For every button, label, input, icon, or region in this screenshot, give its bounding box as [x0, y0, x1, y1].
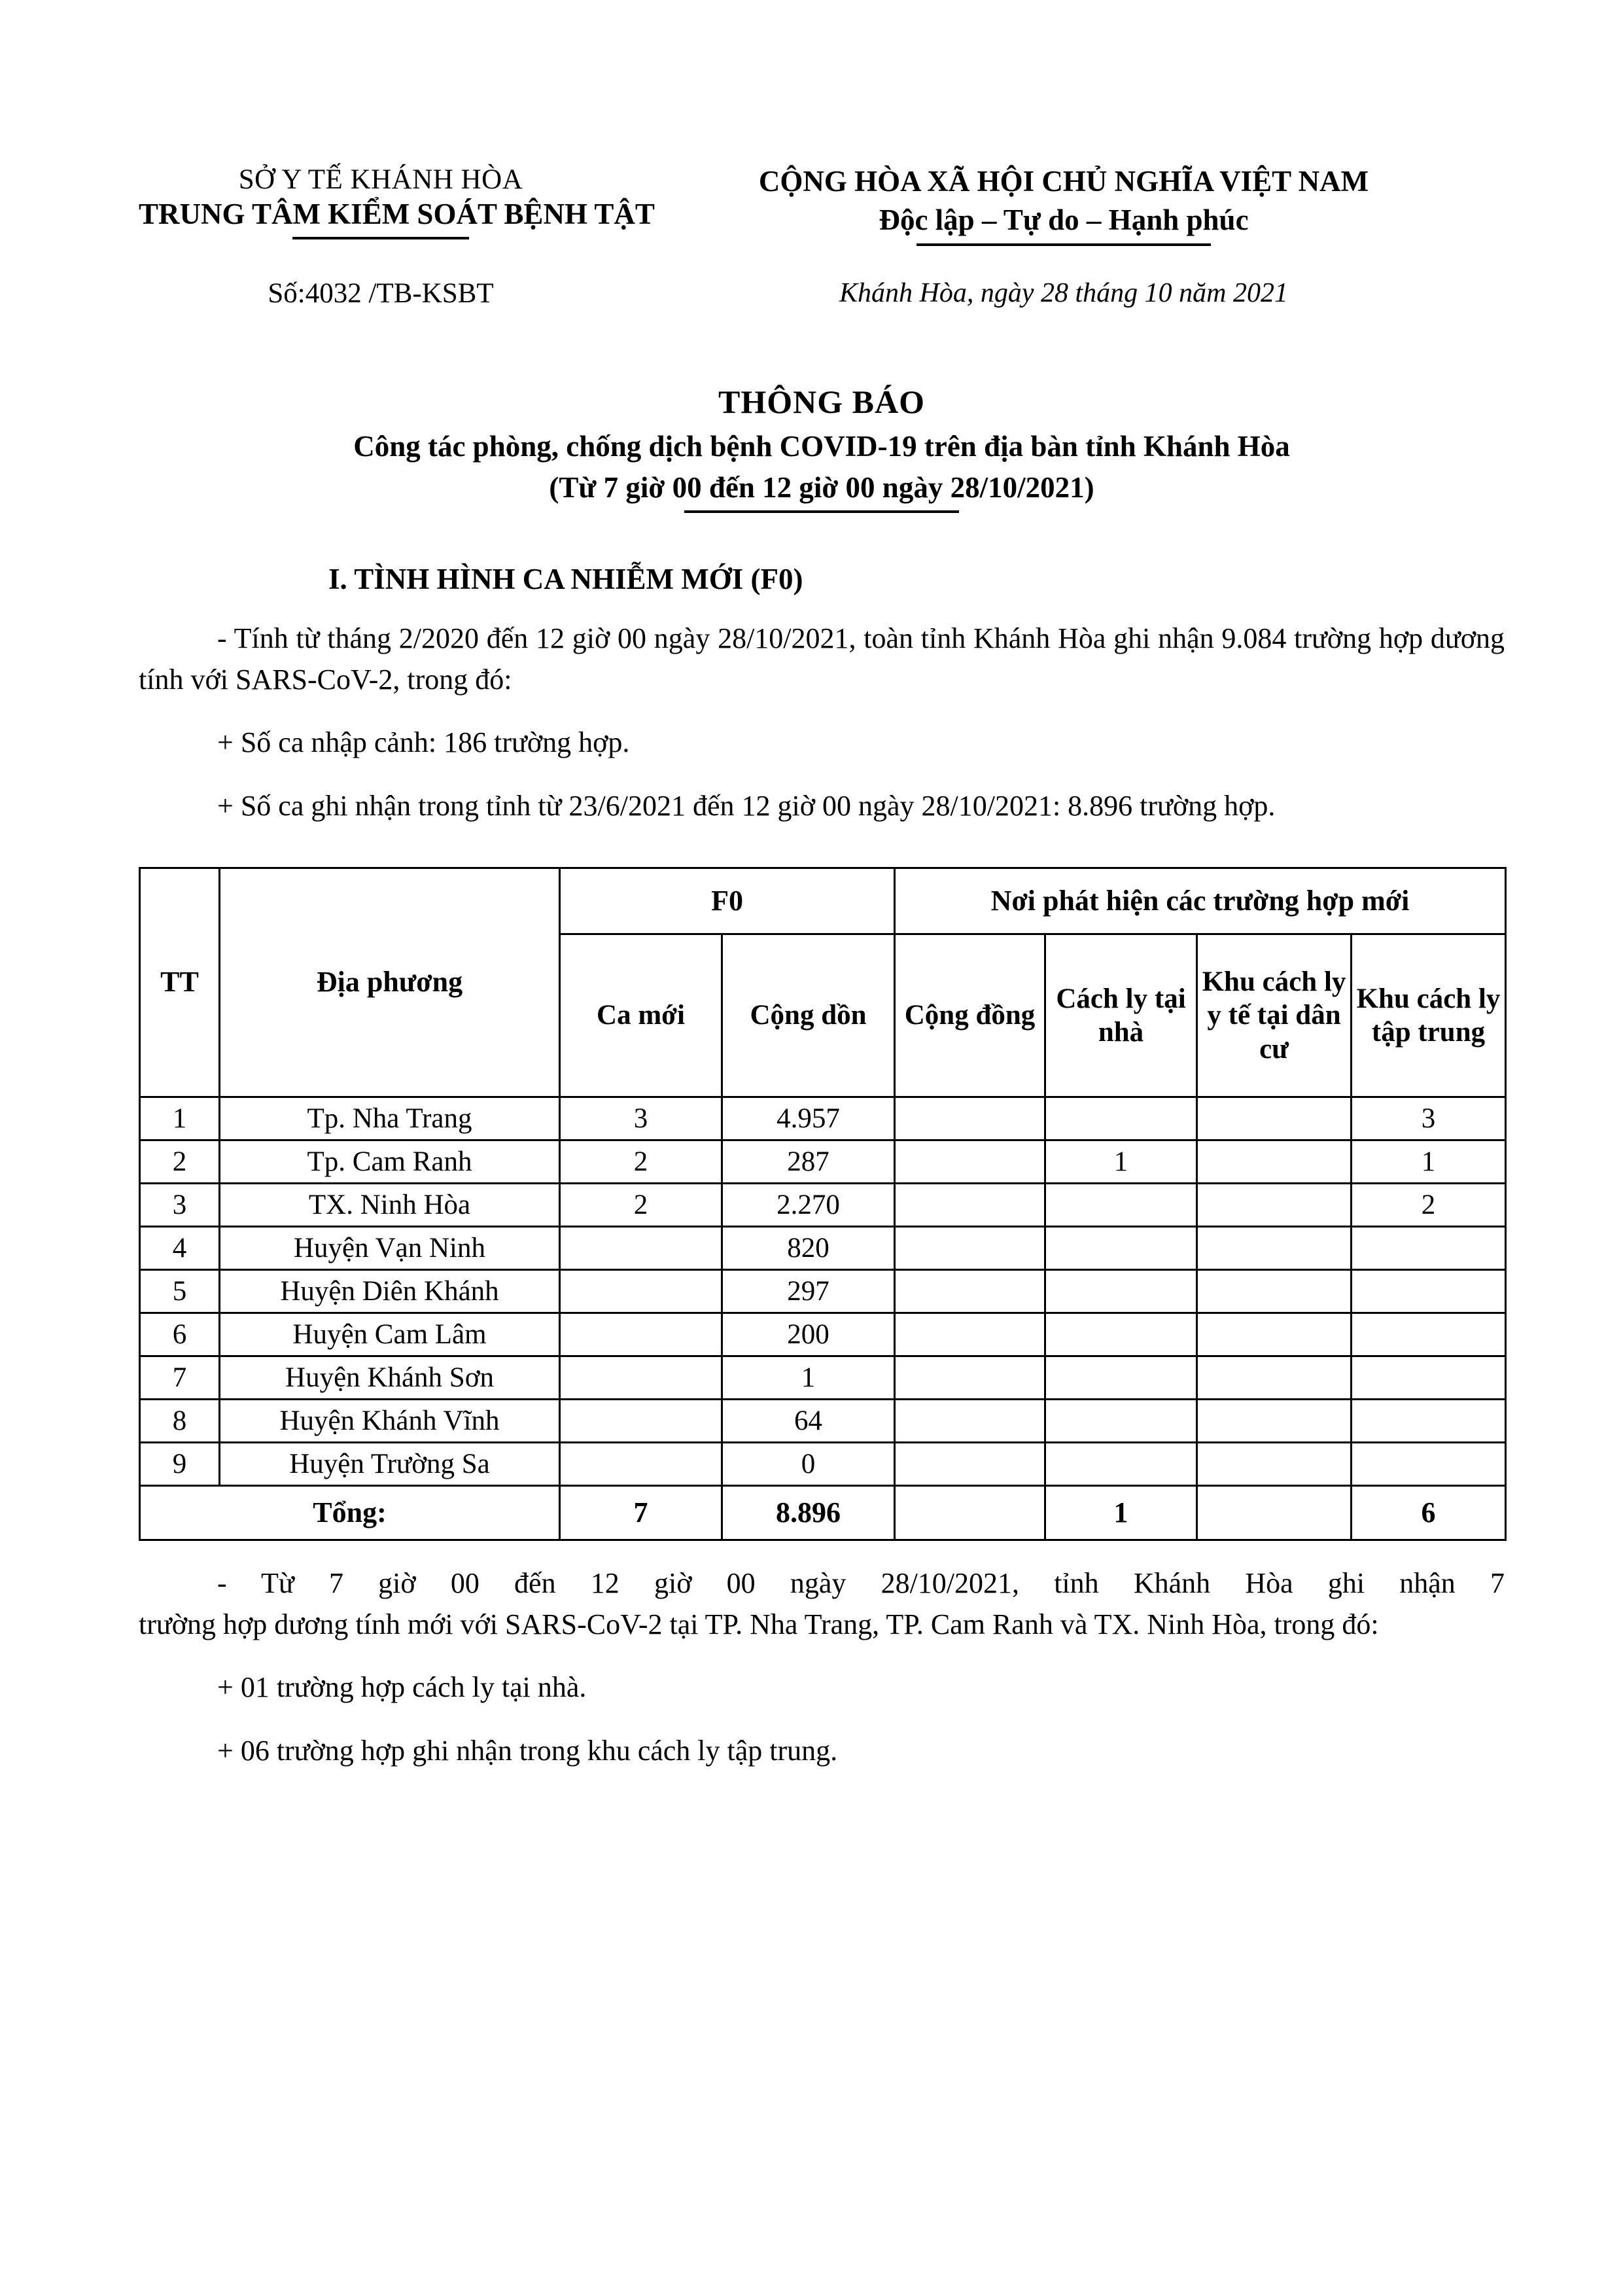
- cell-home-quarantine: [1045, 1356, 1197, 1400]
- cell-centralized-quarantine: [1352, 1227, 1506, 1270]
- cell-centralized-quarantine: [1352, 1443, 1506, 1486]
- paragraph-line: + Số ca ghi nhận trong tỉnh từ 23/6/2021 đến 12 giờ 00 ngày 28/10/2021:: [217, 789, 1061, 822]
- header-home-quarantine: Cách ly tại nhà: [1045, 934, 1197, 1097]
- cell-new-cases: [560, 1227, 722, 1270]
- document-period: (Từ 7 giờ 00 đến 12 giờ 00 ngày 28/10/2021): [549, 470, 1094, 504]
- cell-cumulative: 0: [722, 1443, 895, 1486]
- cell-new-cases: 3: [560, 1097, 722, 1140]
- title-block: [139, 381, 1505, 513]
- header-group-f0: F0: [560, 868, 895, 934]
- national-motto: Độc lập – Tự do – Hạnh phúc: [879, 203, 1249, 236]
- paragraph-line: - Từ 7 giờ 00 đến 12 giờ 00 ngày 28/10/2021, tỉnh Khánh Hòa ghi nhận 7: [217, 1567, 1505, 1600]
- cell-locality: Huyện Trường Sa: [220, 1443, 560, 1486]
- cell-community: [895, 1184, 1045, 1227]
- cell-cumulative: 200: [722, 1313, 895, 1356]
- cell-home-quarantine: [1045, 1400, 1197, 1443]
- cell-index: 5: [140, 1270, 220, 1313]
- cell-index: 3: [140, 1184, 220, 1227]
- table-body: [140, 1097, 1506, 1540]
- cell-locality: Tp. Nha Trang: [220, 1097, 560, 1140]
- table-row: [140, 1270, 1506, 1313]
- country-name: CỘNG HÒA XÃ HỘI CHỦ NGHĨA VIỆT NAM: [758, 165, 1369, 198]
- total-cell-residential-medical-quarantine: [1197, 1486, 1352, 1540]
- document-reference-row: [139, 277, 1505, 309]
- header-locality: Địa phương: [220, 868, 560, 1097]
- authority-divider: [292, 237, 469, 239]
- cell-home-quarantine: [1045, 1184, 1197, 1227]
- cell-residential-medical-quarantine: [1197, 1140, 1352, 1184]
- cell-residential-medical-quarantine: [1197, 1097, 1352, 1140]
- place-and-date: Khánh Hòa, ngày 28 tháng 10 năm 2021: [839, 278, 1288, 309]
- cell-centralized-quarantine: [1352, 1400, 1506, 1443]
- table-header-row-group: [140, 868, 1506, 934]
- table-row: [140, 1097, 1506, 1140]
- cell-community: [895, 1270, 1045, 1313]
- document-subject: Công tác phòng, chống dịch bệnh COVID-19 trên địa bàn tỉnh Khánh Hòa: [353, 430, 1290, 463]
- table-row: [140, 1140, 1506, 1184]
- department-name: SỞ Y TẾ KHÁNH HÒA: [238, 164, 523, 195]
- table-total-row: [140, 1486, 1506, 1540]
- cell-community: [895, 1227, 1045, 1270]
- total-cell-community: [895, 1486, 1045, 1540]
- cell-home-quarantine: [1045, 1313, 1197, 1356]
- header-new-cases: Ca mới: [560, 934, 722, 1097]
- bullet-home-quarantine-count: + 01 trường hợp cách ly tại nhà.: [217, 1671, 587, 1704]
- paragraph-line: - Tính từ tháng 2/2020 đến 12 giờ 00 ngày 28/10/2021, toàn tỉnh Khánh: [217, 622, 1051, 655]
- cell-centralized-quarantine: 1: [1352, 1140, 1506, 1184]
- document-content: [139, 0, 1505, 1771]
- cell-residential-medical-quarantine: [1197, 1443, 1352, 1486]
- bullet-imported-cases: + Số ca nhập cảnh: 186 trường hợp.: [217, 726, 630, 759]
- cell-cumulative: 297: [722, 1270, 895, 1313]
- cell-cumulative: 64: [722, 1400, 895, 1443]
- bullet-centralized-quarantine-count: + 06 trường hợp ghi nhận trong khu cách ly tập trung.: [217, 1734, 838, 1767]
- paragraph-line: trường hợp dương tính mới với SARS-CoV-2 tại TP. Nha Trang, TP. Cam Ranh: [139, 1608, 1053, 1640]
- cell-total-label: Tổng:: [140, 1486, 560, 1540]
- paragraph-period-summary: [139, 1563, 1505, 1645]
- cell-locality: Tp. Cam Ranh: [220, 1140, 560, 1184]
- cell-home-quarantine: [1045, 1097, 1197, 1140]
- title-divider: [684, 510, 959, 513]
- cell-new-cases: [560, 1313, 722, 1356]
- paragraph-line: 8.896 trường hợp.: [1068, 789, 1276, 822]
- cell-locality: Huyện Khánh Sơn: [220, 1356, 560, 1400]
- cell-locality: Huyện Diên Khánh: [220, 1270, 560, 1313]
- table-row: [140, 1184, 1506, 1227]
- header-cumulative: Cộng dồn: [722, 934, 895, 1097]
- header-community: Cộng đồng: [895, 934, 1045, 1097]
- total-cell-centralized-quarantine: 6: [1352, 1486, 1506, 1540]
- cell-locality: TX. Ninh Hòa: [220, 1184, 560, 1227]
- cell-cumulative: 287: [722, 1140, 895, 1184]
- cell-locality: Huyện Khánh Vĩnh: [220, 1400, 560, 1443]
- cell-cumulative: 2.270: [722, 1184, 895, 1227]
- cell-residential-medical-quarantine: [1197, 1400, 1352, 1443]
- letterhead: [139, 0, 1505, 246]
- cell-home-quarantine: [1045, 1270, 1197, 1313]
- paragraph-line: và TX. Ninh Hòa, trong đó:: [1060, 1608, 1379, 1640]
- center-name: TRUNG TÂM KIỂM SOÁT BỆNH TẬT: [139, 197, 655, 230]
- case-distribution-table: [139, 867, 1507, 1541]
- case-table-wrapper: [139, 867, 1505, 1541]
- total-cell-home-quarantine: 1: [1045, 1486, 1197, 1540]
- table-row: [140, 1313, 1506, 1356]
- cell-new-cases: [560, 1356, 722, 1400]
- cell-index: 7: [140, 1356, 220, 1400]
- document-number: Số:4032 /TB-KSBT: [268, 278, 494, 309]
- header-residential-medical-quarantine: Khu cách ly y tế tại dân cư: [1197, 934, 1352, 1097]
- header-centralized-quarantine: Khu cách ly tập trung: [1352, 934, 1506, 1097]
- cell-index: 1: [140, 1097, 220, 1140]
- cell-residential-medical-quarantine: [1197, 1313, 1352, 1356]
- cell-residential-medical-quarantine: [1197, 1184, 1352, 1227]
- table-row: [140, 1400, 1506, 1443]
- table-row: [140, 1443, 1506, 1486]
- cell-centralized-quarantine: [1352, 1313, 1506, 1356]
- cell-new-cases: [560, 1270, 722, 1313]
- cell-index: 6: [140, 1313, 220, 1356]
- cell-new-cases: [560, 1443, 722, 1486]
- cell-community: [895, 1097, 1045, 1140]
- cell-index: 4: [140, 1227, 220, 1270]
- bullet-domestic-cases: [139, 786, 1505, 826]
- paragraph-cumulative-cases: [139, 618, 1505, 700]
- national-heading-block: [623, 164, 1505, 246]
- cell-index: 9: [140, 1443, 220, 1486]
- cell-community: [895, 1140, 1045, 1184]
- cell-centralized-quarantine: [1352, 1270, 1506, 1313]
- cell-locality: Huyện Vạn Ninh: [220, 1227, 560, 1270]
- cell-home-quarantine: [1045, 1443, 1197, 1486]
- cell-new-cases: 2: [560, 1184, 722, 1227]
- cell-community: [895, 1443, 1045, 1486]
- cell-home-quarantine: [1045, 1227, 1197, 1270]
- total-cell-cumulative: 8.896: [722, 1486, 895, 1540]
- table-row: [140, 1356, 1506, 1400]
- cell-centralized-quarantine: [1352, 1356, 1506, 1400]
- section-heading-1: I. TÌNH HÌNH CA NHIỄM MỚI (F0): [328, 563, 803, 596]
- cell-cumulative: 1: [722, 1356, 895, 1400]
- issuing-authority-block: [139, 164, 655, 239]
- cell-community: [895, 1400, 1045, 1443]
- document-type-title: THÔNG BÁO: [718, 383, 925, 421]
- table-row: [140, 1227, 1506, 1270]
- cell-centralized-quarantine: 2: [1352, 1184, 1506, 1227]
- cell-home-quarantine: 1: [1045, 1140, 1197, 1184]
- cell-new-cases: 2: [560, 1140, 722, 1184]
- cell-index: 2: [140, 1140, 220, 1184]
- cell-new-cases: [560, 1400, 722, 1443]
- cell-locality: Huyện Cam Lâm: [220, 1313, 560, 1356]
- cell-residential-medical-quarantine: [1197, 1356, 1352, 1400]
- cell-community: [895, 1356, 1045, 1400]
- header-group-detection-place: Nơi phát hiện các trường hợp mới: [895, 868, 1506, 934]
- table-head: [140, 868, 1506, 1097]
- total-cell-new-cases: 7: [560, 1486, 722, 1540]
- cell-residential-medical-quarantine: [1197, 1227, 1352, 1270]
- cell-community: [895, 1313, 1045, 1356]
- cell-cumulative: 820: [722, 1227, 895, 1270]
- motto-divider: [916, 243, 1211, 246]
- cell-index: 8: [140, 1400, 220, 1443]
- header-tt: TT: [140, 868, 220, 1097]
- cell-residential-medical-quarantine: [1197, 1270, 1352, 1313]
- cell-cumulative: 4.957: [722, 1097, 895, 1140]
- cell-centralized-quarantine: 3: [1352, 1097, 1506, 1140]
- paragraph-line: Hòa ghi nhận 9.084 trường hợp dương tính với SARS-CoV-2, trong đó:: [139, 622, 1505, 696]
